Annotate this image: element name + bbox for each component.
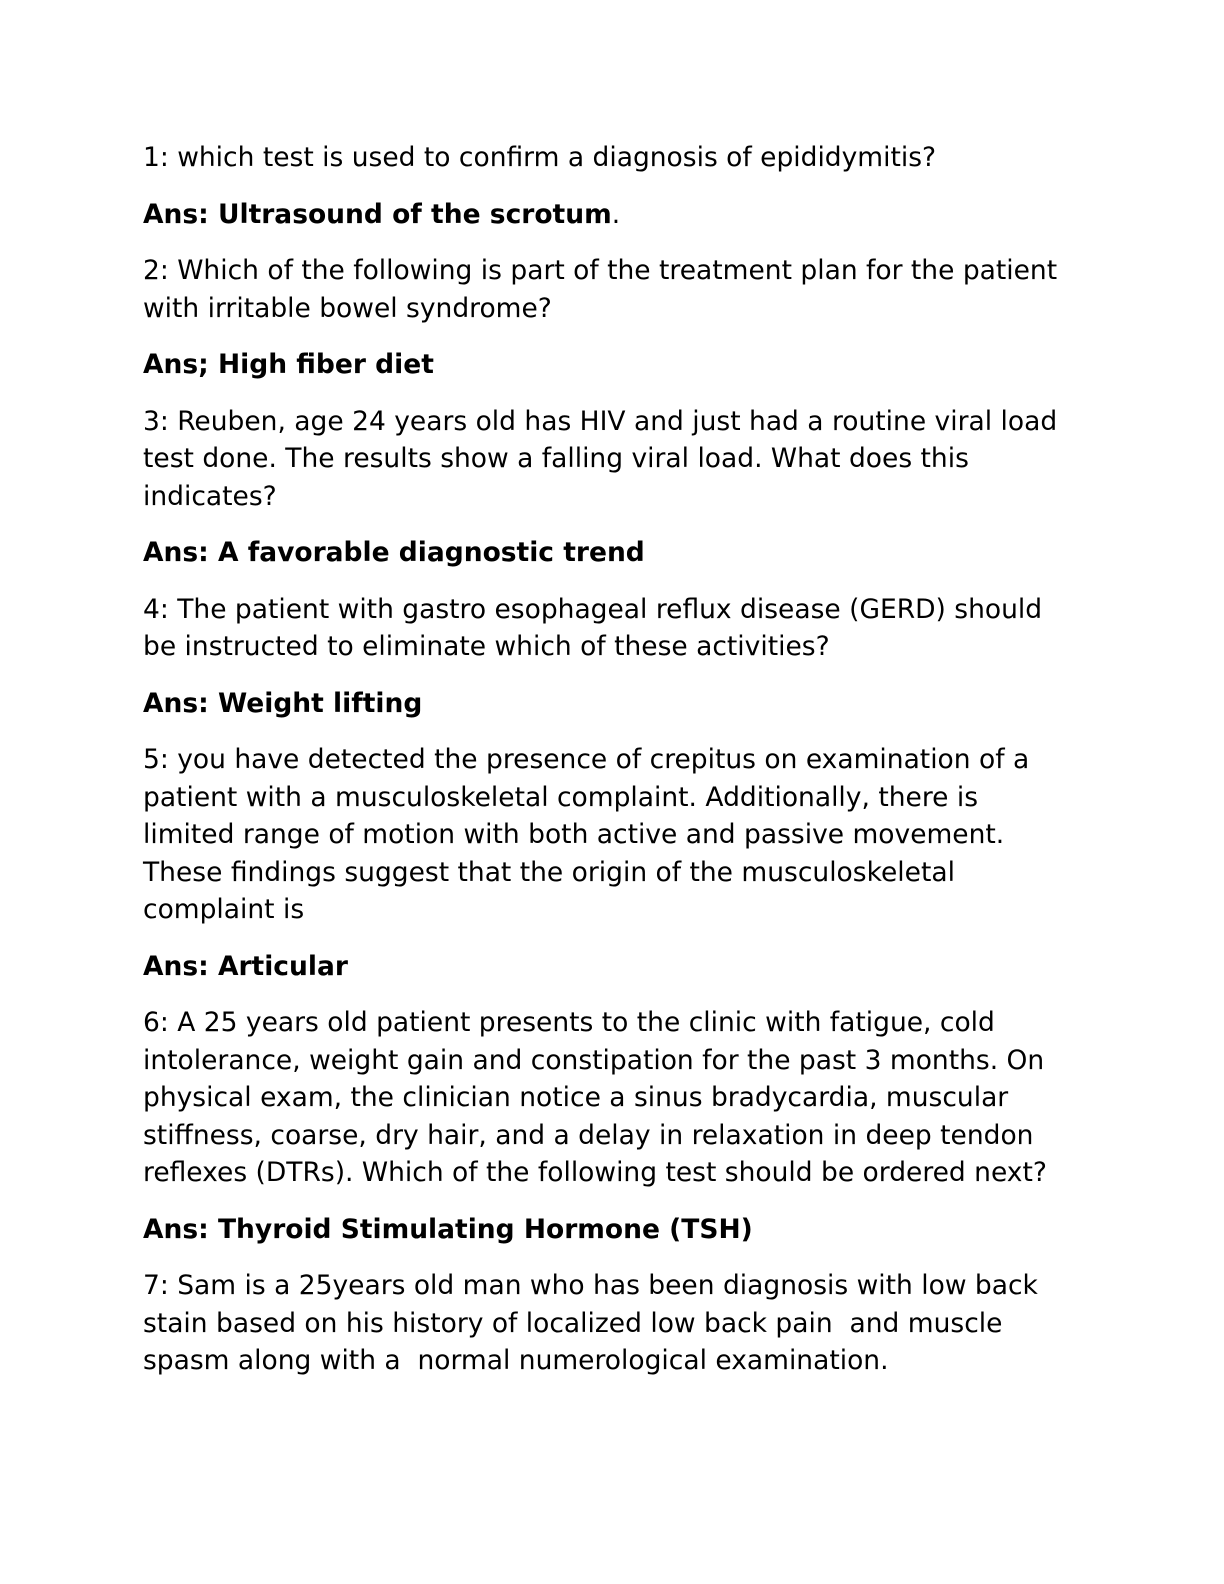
answer-1-period: . [611, 198, 621, 230]
qa-item-3 [143, 403, 1066, 572]
question-5: 5: you have detected the presence of crepitus on examination of a patient with a musculoskeletal complaint. Additionally, there is limited range of motion with both active and passive movement. These findings suggest that the origin of the musculoskeletal complaint is [143, 744, 1038, 925]
answer-1-text: Ans: Ultrasound of the scrotum [143, 198, 612, 230]
qa-item-5 [143, 741, 1058, 985]
answer-6: Ans: Thyroid Stimulating Hormone (TSH) [143, 1213, 753, 1245]
question-3: 3: Reuben, age 24 years old has HIV and just had a routine viral load test done. The results show a falling viral load. What does this indicates? [143, 405, 1066, 512]
qa-item-1 [143, 139, 1058, 233]
question-1: 1: which test is used to confirm a diagnosis of epididymitis? [143, 142, 937, 173]
qa-item-2 [143, 252, 1066, 384]
qa-item-7 [143, 1267, 1058, 1380]
question-7: 7: Sam is a 25years old man who has been diagnosis with low back stain based on his history of localized low back pain and muscle spasm along with a normal numerological examination. [143, 1270, 1047, 1376]
answer-2: Ans; High fiber diet [143, 349, 434, 380]
document-page [143, 139, 1066, 1399]
question-4: 4: The patient with gastro esophageal reflux disease (GERD) should be instructed to eliminate which of these activities? [143, 593, 1051, 662]
answer-3: Ans: A favorable diagnostic trend [143, 537, 645, 568]
answer-1 [143, 196, 1058, 234]
qa-item-4 [143, 591, 1058, 723]
answer-5: Ans: Articular [143, 950, 348, 982]
question-2: 2: Which of the following is part of the treatment plan for the patient with irritable bowel syndrome? [143, 255, 1066, 324]
answer-4: Ans: Weight lifting [143, 687, 423, 719]
qa-item-6 [143, 1004, 1058, 1248]
question-6: 6: A 25 years old patient presents to the clinic with fatigue, cold intolerance, weight gain and constipation for the past 3 months. On physical exam, the clinician notice a sinus bradycardia, muscular stiffness, coarse, dry hair, and a delay in relaxation in deep tendon reflexes (DTRs). Which of the following test should be ordered next? [143, 1007, 1053, 1188]
